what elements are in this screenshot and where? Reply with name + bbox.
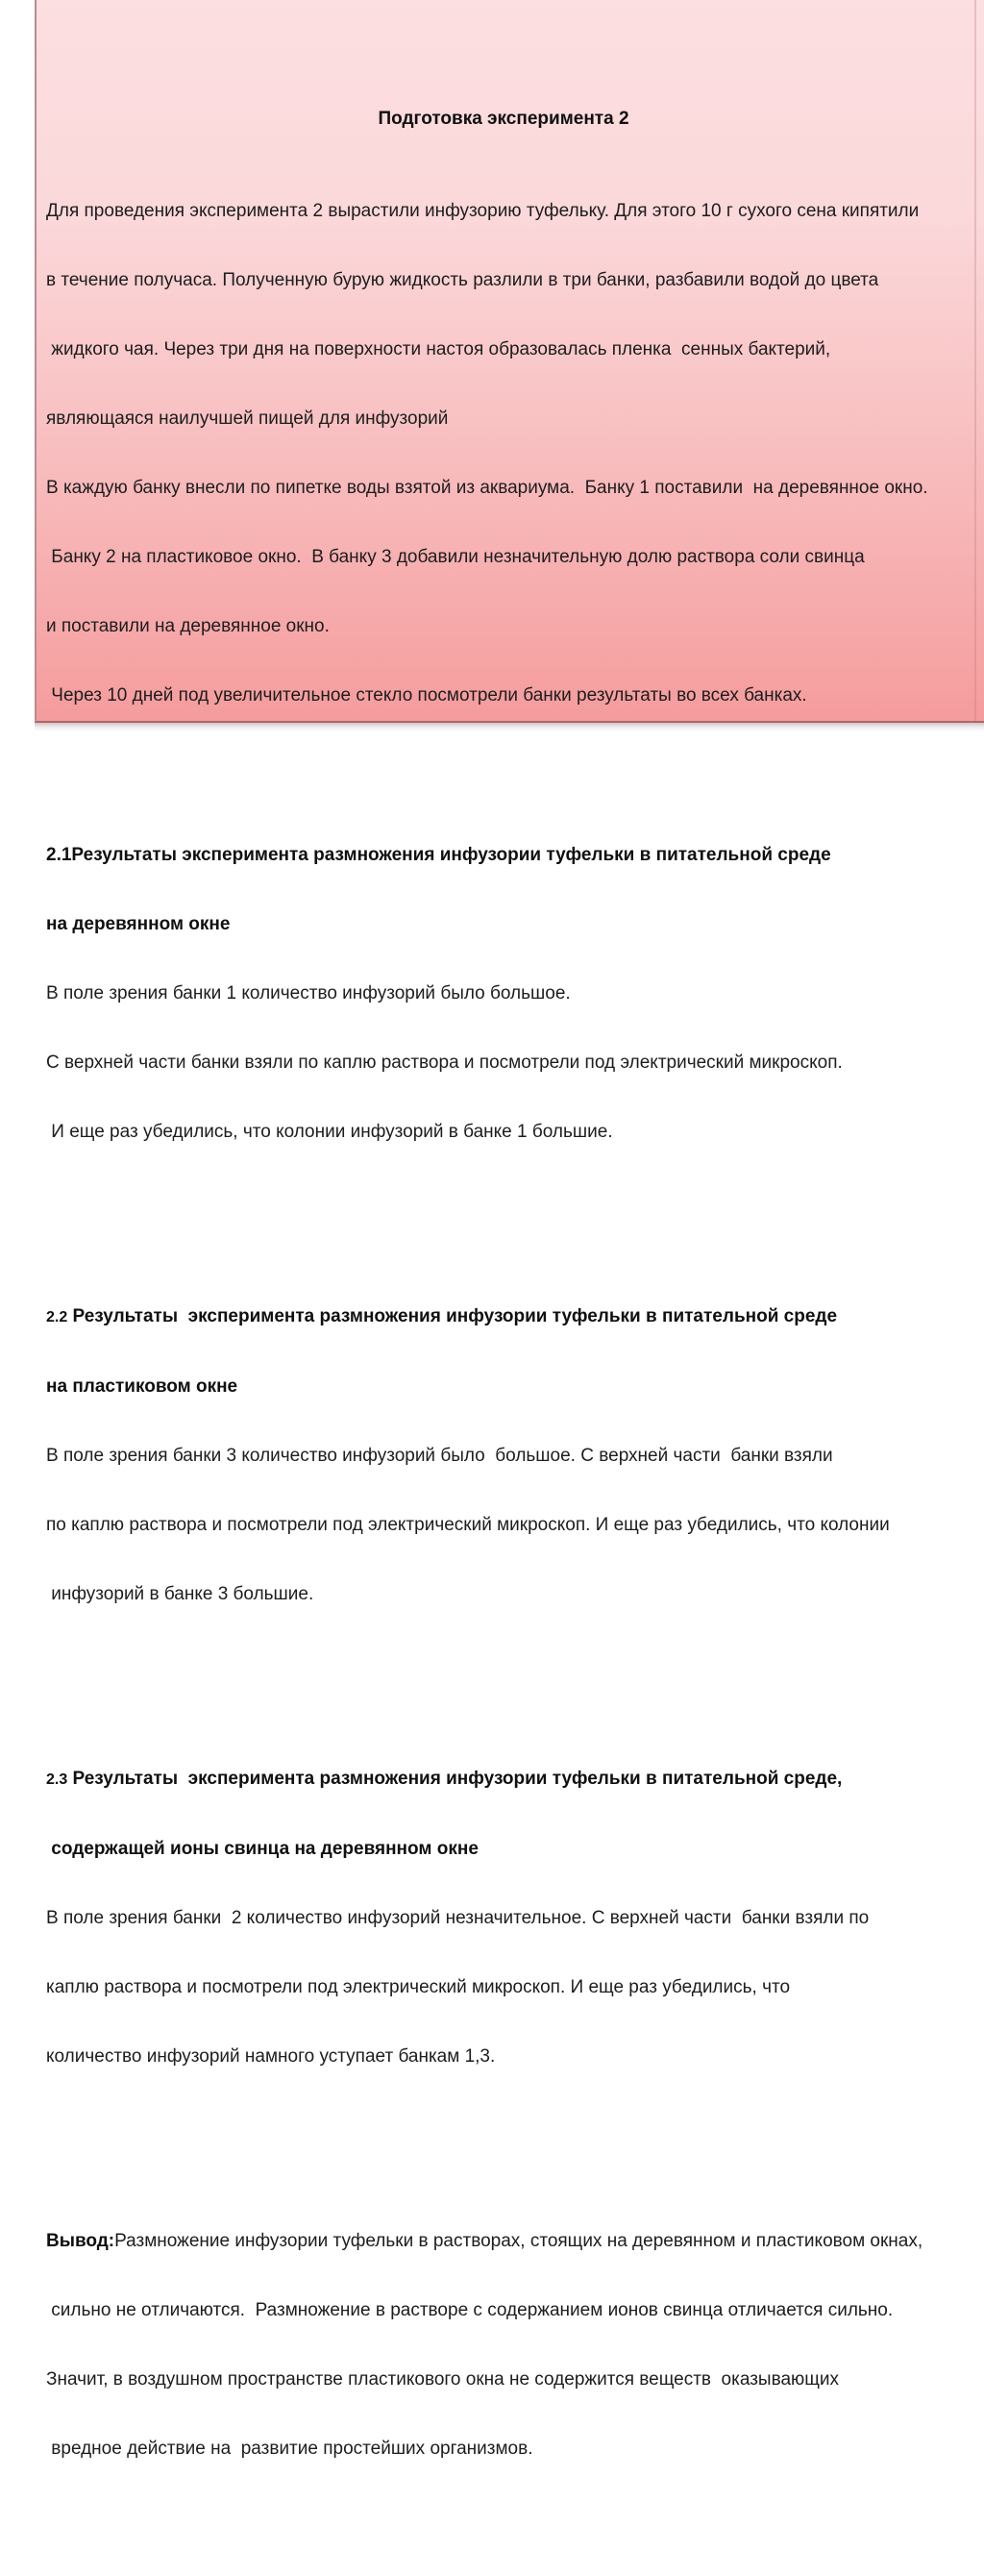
section-heading-line2: на пластиковом окне <box>46 1376 238 1397</box>
section-body-line: инфузорий в банке 3 большие. <box>46 1584 314 1604</box>
section-body-line: В поле зрения банки 1 количество инфузорий было большое. <box>46 983 571 1003</box>
section-heading-line1 <box>46 1305 961 1329</box>
presentation-slide <box>35 0 984 2459</box>
section-body-line: количество инфузорий намного уступает банкам 1,3. <box>46 2046 496 2067</box>
conclusion-line: сильно не отличаются. Размножение в растворе с содержанием ионов свинца отличается сильно. <box>46 2300 894 2320</box>
intro-line: жидкого чая. Через три дня на поверхности настоя образовалась пленка сенных бактерий, <box>46 339 831 359</box>
section-heading-text: Результаты эксперимента размножения инфузории туфельки в питательной среде <box>71 845 831 865</box>
section-number: 2.1 <box>46 845 72 865</box>
section-2-1 <box>46 798 961 1190</box>
section-heading-line2: содержащей ионы свинца на деревянном окне <box>46 1839 479 1859</box>
conclusion-line: Значит, в воздушном пространстве пластикового окна не содержится веществ оказывающих <box>46 2369 840 2390</box>
section-body-line: В поле зрения банки 2 количество инфузорий незначительное. С верхней части банки взяли по <box>46 1908 870 1928</box>
intro-line: и поставили на деревянное окно. <box>46 616 330 636</box>
section-2-2 <box>46 1259 961 1652</box>
section-number: 2.3 <box>46 1771 68 1788</box>
intro-line: в течение получаса. Полученную бурую жидкость разлили в три банки, разбавили водой до цвета <box>46 270 879 290</box>
section-heading-text: Результаты эксперимента размножения инфузории туфельки в питательной среде, <box>67 1769 843 1789</box>
slide-bottom-shadow <box>35 723 984 731</box>
section-heading-line2: на деревянном окне <box>46 914 231 934</box>
section-body-line: каплю раствора и посмотрели под электрический микроскоп. И еще раз убедились, что <box>46 1977 791 1997</box>
conclusion-line <box>46 2230 961 2253</box>
section-body-line: С верхней части банки взяли по каплю раствора и посмотрели под электрический микроскоп. <box>46 1053 843 1073</box>
section-2-3 <box>46 1721 961 2115</box>
intro-line: Банку 2 на пластиковое окно. В банку 3 добавили незначительную долю раствора соли свинца <box>46 547 865 567</box>
section-number: 2.2 <box>46 1309 68 1325</box>
section-body-line: И еще раз убедились, что колонии инфузорий в банке 1 большие. <box>46 1122 613 1142</box>
section-heading-text: Результаты эксперимента размножения инфузории туфельки в питательной среде <box>67 1306 838 1326</box>
intro-line: Через 10 дней под увеличительное стекло посмотрели банки результаты во всех банках. <box>46 685 807 706</box>
section-heading-line1 <box>46 1768 961 1792</box>
section-body-line: В поле зрения банки 3 количество инфузорий было большое. С верхней части банки взяли <box>46 1446 833 1466</box>
conclusion-label: Вывод: <box>46 2231 115 2251</box>
slide-right-border <box>974 0 976 721</box>
slide-text-block <box>46 38 961 2576</box>
conclusion-text: Размножение инфузории туфельки в растворах, стоящих на деревянном и пластиковом окнах, <box>114 2231 923 2251</box>
conclusion <box>46 2184 961 2507</box>
conclusion-line: вредное действие на развитие простейших организмов. <box>46 2439 533 2459</box>
intro-line: Для проведения эксперимента 2 вырастили инфузорию туфельку. Для этого 10 г сухого сена кипятили <box>46 201 920 221</box>
intro-line: В каждую банку внесли по пипетке воды взятой из аквариума. Банку 1 поставили на деревянное окно. <box>46 478 928 498</box>
intro-line: являющаяся наилучшей пищей для инфузорий <box>46 409 449 429</box>
page-title: Подготовка эксперимента 2 <box>378 109 629 129</box>
section-heading-line1 <box>46 844 961 867</box>
section-body-line: по каплю раствора и посмотрели под электрический микроскоп. И еще раз убедились, что колонии <box>46 1515 890 1535</box>
